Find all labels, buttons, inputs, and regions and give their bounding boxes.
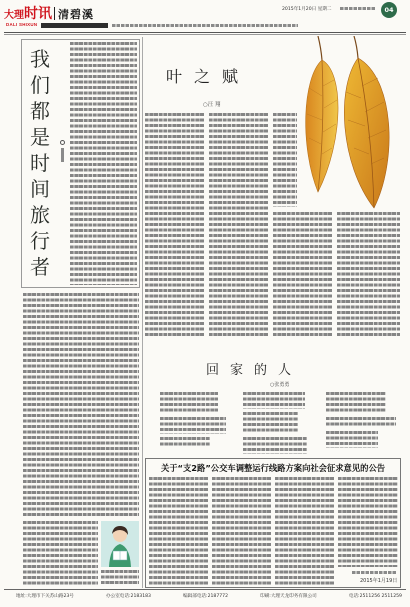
leaves-photo [294,36,406,212]
essay-body-text-end [23,521,98,586]
section-name: 清碧溪 [58,8,94,21]
essay-title-char: 时 [30,151,50,175]
footer-printer: 印刷:大理天龙印务有限公司 [260,594,317,599]
essay-body-text [70,42,137,285]
essay-body-text-continued [23,293,139,517]
masthead-rule [4,32,406,33]
masthead-dark-bar [41,23,108,28]
column-rule [142,37,143,588]
poem-stanza [243,392,305,409]
poem-stanza [326,392,386,414]
poem-stanza [326,417,396,428]
poem-stanza [243,437,307,454]
notice-body-column-4 [338,477,398,567]
notice-body-column-3 [275,477,334,585]
poem-author: ○张勇勇 [270,382,290,388]
essay-title-char: 我 [30,47,50,71]
logo-english: DALI SHIXUN [6,22,38,27]
illustration-girl-reading [101,521,139,567]
essay-author-circle [60,140,65,145]
leaf-article-author: ○汪 翔 [203,102,221,108]
notice-date: 2015年1月19日 [360,578,398,584]
logo-text-dali: 大理 [4,10,24,21]
essay-title-char: 行 [30,229,50,253]
poem-stanza [243,412,298,434]
essay-title-char: 间 [30,177,50,201]
newspaper-logo [4,3,52,23]
leaf-right [344,58,389,208]
leaf-article-column-4 [337,212,400,336]
notice-title: 关于“支2路”公交车调整运行线路方案向社会征求意见的公告 [160,463,386,473]
footer [16,593,402,599]
issue-date: 2015年1月20日 星期二 [282,7,332,12]
essay-title-char: 是 [30,125,50,149]
leaf-article-column-2 [209,113,268,336]
section-separator [54,7,55,20]
page-number-badge: 04 [381,2,397,18]
poem-stanza [160,437,210,448]
essay-title-vertical [24,46,56,280]
leaf-left [306,60,338,192]
poem-stanza [326,431,378,448]
poem-stanza [160,392,218,414]
footer-editorial-phone: 编辑部电话:2187772 [183,594,229,599]
leaf-article-column-3 [273,212,332,336]
poem-stanza [160,417,226,434]
essay-title-char: 们 [30,73,50,97]
leaf-right-stem [354,36,358,58]
masthead-rule-thin [4,34,406,35]
essay-title-char: 都 [30,99,50,123]
notice-signature-org [352,571,396,574]
footer-office-phone: 办公室电话:2183183 [106,594,151,599]
notice-body-column-1 [149,477,208,585]
essay-title-char: 者 [30,255,50,279]
essay-body-text-tail [101,570,139,586]
poem-title: 回家的人 [206,363,303,378]
logo-text-shixun: 时讯 [24,6,52,22]
masthead-editor-info [340,7,376,10]
notice-body-column-2 [212,477,271,585]
footer-rule [4,589,406,590]
leaf-article-title: 叶之赋 [166,67,251,86]
leaf-article-column-1 [145,113,204,336]
masthead-contact-info [112,24,298,27]
essay-title-char: 旅 [30,203,50,227]
essay-author-mark [61,148,64,162]
leaf-left-stem [318,36,322,60]
footer-address: 地址:大理市下关苏山路23号 [16,594,74,599]
footer-printer-phone: 电话:2511256 2511259 [348,594,402,599]
